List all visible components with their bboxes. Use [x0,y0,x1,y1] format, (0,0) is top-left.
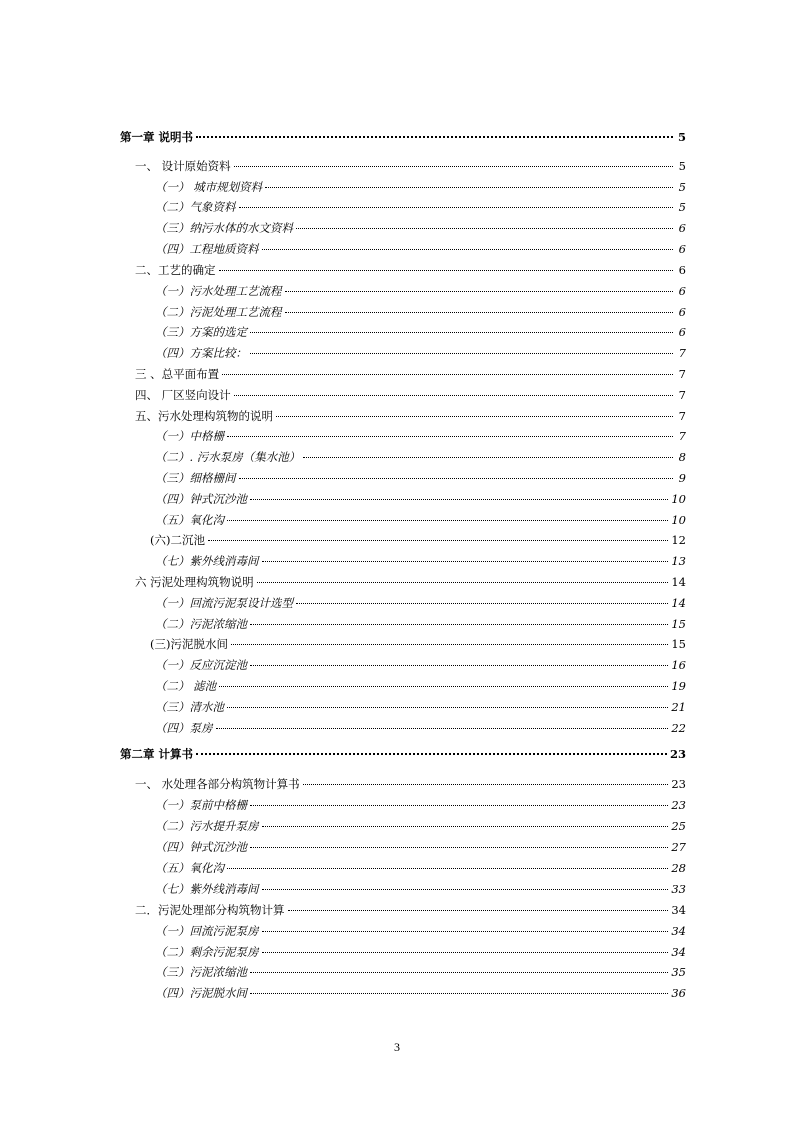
toc-entry-title: 第二章 计算书 [120,747,194,761]
toc-entry-page: 5 [678,200,686,214]
toc-subsection-entry[interactable] [155,797,686,813]
toc-entry-page: 6 [678,305,686,319]
dot-leader [227,519,668,521]
toc-chapter-entry[interactable] [120,129,686,145]
dot-leader [227,867,668,869]
dot-leader [250,846,668,848]
toc-subsection-entry[interactable] [155,985,686,1001]
dot-leader [196,135,673,138]
toc-entry-title: （三）污泥浓缩池 [155,965,247,979]
toc-entry-title: （一）中格栅 [155,429,224,443]
toc-subsection-entry[interactable] [155,839,686,855]
toc-entry-page: 23 [671,777,686,791]
toc-subsection-entry[interactable] [155,199,686,215]
toc-entry-page: 7 [678,429,686,443]
toc-subsection-entry[interactable] [155,616,686,632]
toc-entry-page: 5 [677,130,686,144]
toc-entry-title: （四）泵房 [155,721,213,735]
toc-entry-page: 27 [671,840,686,854]
toc-entry-title: （四）工程地质资料 [155,242,259,256]
toc-entry-title: 四、 厂区竖向设计 [135,388,231,402]
toc-entry-page: 36 [671,986,686,1000]
dot-leader [219,685,668,687]
toc-entry-title: 六 污泥处理构筑物说明 [135,575,254,589]
toc-entry-page: 7 [678,409,686,423]
toc-section-entry[interactable] [135,158,686,174]
toc-entry-title: （一）回流污泥泵设计选型 [155,596,293,610]
dot-leader [239,477,674,479]
dot-leader [250,331,673,333]
toc-entry-page: 9 [678,471,686,485]
dot-leader [262,825,669,827]
dot-leader [250,804,668,806]
dot-leader [250,992,668,994]
toc-entry-page: 19 [671,679,686,693]
toc-section-entry[interactable] [135,902,686,918]
toc-section-entry[interactable] [135,408,686,424]
toc-entry-title: （四）钟式沉沙池 [155,840,247,854]
toc-entry-page: 7 [678,346,686,360]
toc-entry-page: 13 [671,554,686,568]
toc-entry-page: 25 [671,819,686,833]
dot-leader [262,248,674,250]
toc-entry-title: （一）泵前中格栅 [155,798,247,812]
toc-subsection-entry[interactable] [155,860,686,876]
toc-entry-title: （一）反应沉淀池 [155,658,247,672]
toc-subsection-entry[interactable] [155,818,686,834]
toc-entry-page: 6 [678,263,686,277]
toc-entry-title: （七）紫外线消毒间 [155,882,259,896]
toc-entry-page: 6 [678,221,686,235]
toc-subsection-entry[interactable] [155,304,686,320]
dot-leader [303,456,673,458]
toc-section-entry[interactable] [135,387,686,403]
toc-entry-page: 34 [671,903,686,917]
toc-entry-title: （四）方案比较： [155,346,247,360]
dot-leader [250,352,673,354]
toc-subsection-entry[interactable] [155,179,686,195]
toc-entry-page: 15 [671,637,686,651]
toc-entry-page: 22 [671,721,686,735]
dot-leader [239,206,674,208]
dot-leader [303,783,669,785]
toc-entry-page: 5 [678,180,686,194]
dot-leader [219,269,674,271]
toc-subsection-entry[interactable] [155,449,686,465]
toc-entry-title: （二）气象资料 [155,200,236,214]
toc-subsection-entry[interactable] [155,283,686,299]
toc-entry-title: （一） 城市规划资料 [155,180,263,194]
dot-leader [208,539,668,541]
toc-entry-title: 第一章 说明书 [120,130,194,144]
toc-subsection-entry[interactable] [155,553,686,569]
toc-section-entry[interactable] [135,574,686,590]
dot-leader [250,498,668,500]
toc-chapter-entry[interactable] [120,746,686,762]
toc-subsection-entry[interactable] [155,470,686,486]
dot-leader [296,602,668,604]
toc-section-entry[interactable] [135,366,686,382]
toc-entry-page: 23 [669,747,686,761]
toc-entry-title: 五、污水处理构筑物的说明 [135,409,273,423]
dot-leader [296,227,673,229]
toc-entry-page: 5 [678,159,686,173]
dot-leader [265,186,673,188]
toc-entry-page: 14 [671,596,686,610]
dot-leader [250,971,668,973]
toc-entry-title: 二．污泥处理部分构筑物计算 [135,903,285,917]
toc-entry-title: （二）剩余污泥泵房 [155,945,259,959]
toc-subsection-entry[interactable] [155,923,686,939]
toc-entry-title: （三）细格栅间 [155,471,236,485]
dot-leader [262,930,669,932]
dot-leader [276,415,673,417]
dot-leader [227,706,668,708]
toc-subsection-entry[interactable] [155,881,686,897]
toc-entry-page: 34 [671,945,686,959]
toc-entry-page: 6 [678,242,686,256]
dot-leader [227,435,673,437]
toc-entry-title: 一、 设计原始资料 [135,159,231,173]
toc-subsection-entry[interactable] [155,678,686,694]
toc-entry-title: 二、工艺的确定 [135,263,216,277]
toc-entry-title: （二）. 污水泵房（集水池） [155,450,301,464]
toc-subsection-entry[interactable] [155,345,686,361]
toc-entry-page: 35 [671,965,686,979]
toc-subsection-entry[interactable] [155,220,686,236]
toc-subsection-entry[interactable] [155,720,686,736]
toc-entry-page: 33 [671,882,686,896]
dot-leader [234,165,673,167]
toc-section-entry[interactable] [135,776,686,792]
toc-entry-page: 23 [671,798,686,812]
toc-subsection-entry[interactable] [155,428,686,444]
toc-entry-title: （四）污泥脱水间 [155,986,247,1000]
dot-leader [262,560,669,562]
toc-entry-page: 10 [671,492,686,506]
toc-entry-page: 6 [678,325,686,339]
toc-entry-title: （三）清水池 [155,700,224,714]
dot-leader [288,909,669,911]
toc-entry-page: 10 [671,513,686,527]
dot-leader [216,727,669,729]
toc-entry-title: （三）纳污水体的水文资料 [155,221,293,235]
toc-entry-page: 7 [678,367,686,381]
dot-leader [234,394,673,396]
toc-subsection-entry[interactable] [150,636,686,652]
dot-leader [231,643,668,645]
toc-entry-page: 28 [671,861,686,875]
toc-subsection-entry[interactable] [155,491,686,507]
toc-entry-title: （五）氧化沟 [155,513,224,527]
dot-leader [250,623,668,625]
toc-entry-title: （一）污水处理工艺流程 [155,284,282,298]
toc-entry-title: 一、 水处理各部分构筑物计算书 [135,777,300,791]
dot-leader [285,290,674,292]
toc-entry-page: 14 [671,575,686,589]
toc-entry-title: （四）钟式沉沙池 [155,492,247,506]
toc-subsection-entry[interactable] [155,699,686,715]
toc-section-entry[interactable] [135,262,686,278]
dot-leader [250,664,668,666]
toc-subsection-entry[interactable] [155,324,686,340]
toc-entry-title: （三）方案的选定 [155,325,247,339]
toc-entry-title: (六)二沉池 [150,533,205,547]
toc-entry-title: （二）污水提升泵房 [155,819,259,833]
toc-subsection-entry[interactable] [150,532,686,548]
toc-entry-page: 7 [678,388,686,402]
toc-subsection-entry[interactable] [155,944,686,960]
toc-entry-title: （二）污泥处理工艺流程 [155,305,282,319]
page-number: 3 [394,1040,400,1054]
toc-entry-title: （一）回流污泥泵房 [155,924,259,938]
dot-leader [262,951,669,953]
toc-entry-title: （二）污泥浓缩池 [155,617,247,631]
toc-subsection-entry[interactable] [155,512,686,528]
toc-entry-page: 8 [678,450,686,464]
toc-entry-page: 16 [671,658,686,672]
dot-leader [222,373,673,375]
dot-leader [262,888,669,890]
toc-entry-title: （七）紫外线消毒间 [155,554,259,568]
toc-entry-page: 21 [671,700,686,714]
dot-leader [196,752,667,755]
dot-leader [257,581,669,583]
toc-entry-page: 15 [671,617,686,631]
toc-entry-page: 34 [671,924,686,938]
dot-leader [285,311,674,313]
toc-subsection-entry[interactable] [155,241,686,257]
toc-entry-title: (三)污泥脱水间 [150,637,228,651]
toc-entry-title: （五）氧化沟 [155,861,224,875]
toc-entry-title: （二） 滤池 [155,679,217,693]
toc-entry-page: 6 [678,284,686,298]
toc-subsection-entry[interactable] [155,964,686,980]
toc-entry-title: 三 、总平面布置 [135,367,220,381]
toc-entry-page: 12 [671,533,686,547]
toc-subsection-entry[interactable] [155,595,686,611]
toc-subsection-entry[interactable] [155,657,686,673]
